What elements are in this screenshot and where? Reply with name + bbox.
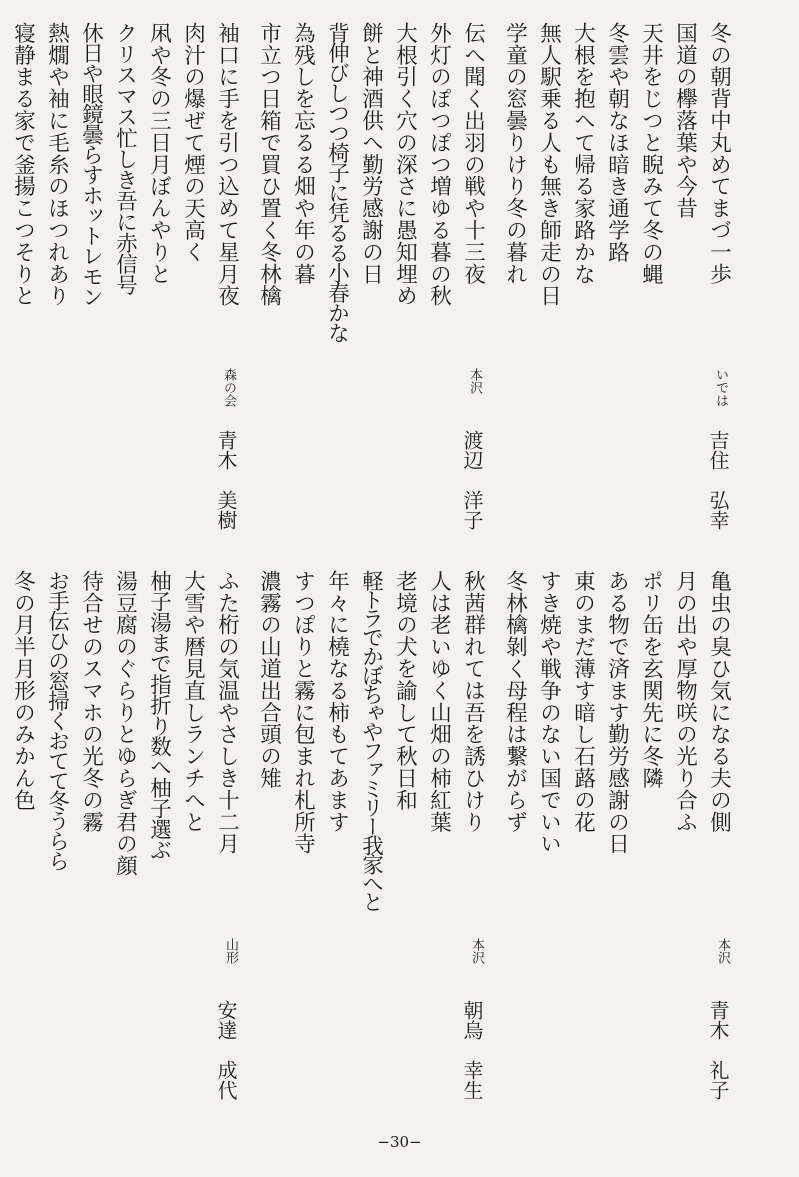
haiku-line: 柚子湯まで指折り数へ柚子選ぶ (146, 570, 172, 860)
haiku-line: 軽トラでかぼちゃやファミリー我家へと (358, 570, 384, 911)
haiku-line: 大根を抱へて帰る家路かな (570, 22, 596, 285)
haiku-line: 大根引く穴の深さに愚知埋め (392, 22, 418, 307)
haiku-line: 冬林檎剝く母程は繋がらず (502, 570, 528, 833)
haiku-line: 国道の欅落葉や今昔 (672, 22, 698, 220)
poet-location: 本沢 (467, 368, 482, 394)
haiku-line: 餅と神酒供へ勤労感謝の日 (358, 22, 384, 285)
haiku-line: 袖口に手を引つ込めて星月夜 (214, 22, 240, 307)
haiku-line: すつぽりと霧に包まれ札所寺 (290, 570, 316, 855)
poet-name: 青木 美樹 (214, 430, 238, 530)
haiku-line: 冬雲や朝なほ暗き通学路 (604, 22, 630, 263)
haiku-line: 無人駅乗る人も無き師走の日 (536, 22, 562, 307)
haiku-line: 休日や眼鏡曇らすホットレモン (78, 22, 104, 307)
haiku-line: 老境の犬を諭して秋日和 (392, 570, 418, 811)
haiku-line: 年々に橈なる柿もてあます (324, 570, 350, 833)
haiku-line: ある物で済ます勤労感謝の日 (604, 570, 630, 855)
haiku-line: 冬の朝背中丸めてまづ一歩 (706, 22, 732, 285)
haiku-line: 濃霧の山道出合頭の雉 (256, 570, 282, 789)
poet-location: 本沢 (715, 938, 730, 964)
haiku-line: クリスマス忙しき吾に赤信号 (112, 22, 138, 295)
poet-name: 青木 礼子 (706, 1000, 730, 1100)
poet-name: 朝烏 幸生 (460, 1000, 484, 1100)
haiku-line: ポリ缶を玄関先に冬隣 (638, 570, 664, 789)
haiku-line: 為残しを忘るる畑や年の暮 (290, 22, 316, 285)
haiku-line: 東のまだ薄す暗し石蕗の花 (570, 570, 596, 833)
haiku-line: 亀虫の臭ひ気になる夫の側 (706, 570, 732, 833)
haiku-line: 湯豆腐のぐらりとゆらぎ君の顔 (112, 570, 138, 877)
haiku-line: 寝静まる家で釜揚こつそりと (10, 22, 36, 307)
haiku-line: 秋茜群れては吾を誘ひけり (460, 570, 486, 833)
poet-location: 森の会 (221, 368, 236, 407)
haiku-line: 冬の月半月形のみかん色 (10, 570, 36, 811)
haiku-line: 熱燗や袖に毛糸のほつれあり (44, 22, 70, 307)
poet-name: 渡辺 洋子 (460, 430, 484, 530)
haiku-line: 外灯のぽつぽつ増ゆる暮の秋 (426, 22, 452, 307)
haiku-line: 肉汁の爆ぜて煙の天高く (180, 22, 206, 263)
haiku-line: すき焼や戦争のない国でいい (536, 570, 562, 855)
poet-name: 安達 成代 (214, 1000, 238, 1100)
haiku-line: 学童の窓曇りけり冬の暮れ (502, 22, 528, 285)
haiku-line: 伝へ聞く出羽の戦や十三夜 (460, 22, 486, 285)
haiku-line: ふた桁の気温やさしき十二月 (214, 570, 240, 855)
poet-location: 本沢 (469, 938, 484, 964)
haiku-line: 背伸びしつつ椅子に凭るる小春かな (324, 22, 350, 342)
haiku-line: 大雪や暦見直しランチへと (180, 570, 206, 833)
haiku-line: 市立つ日箱で買ひ置く冬林檎 (256, 22, 282, 307)
haiku-line: 凩や冬の三日月ぼんやりと (146, 22, 172, 285)
page-number: −30− (377, 1133, 422, 1151)
top-section (0, 22, 777, 542)
haiku-line: お手伝ひの窓掃くおてて冬うらら (44, 570, 70, 870)
poet-location: 山形 (223, 938, 238, 964)
bottom-section (0, 570, 777, 1100)
haiku-line: 待合せのスマホの光冬の霧 (78, 570, 104, 833)
haiku-line: 天井をじつと睨みて冬の蝿 (638, 22, 664, 285)
poet-name: 吉住 弘幸 (706, 430, 730, 530)
haiku-line: 月の出や厚物咲の光り合ふ (672, 570, 698, 833)
poet-location: いでは (713, 368, 728, 407)
haiku-line: 人は老いゆく山畑の柿紅葉 (426, 570, 452, 833)
